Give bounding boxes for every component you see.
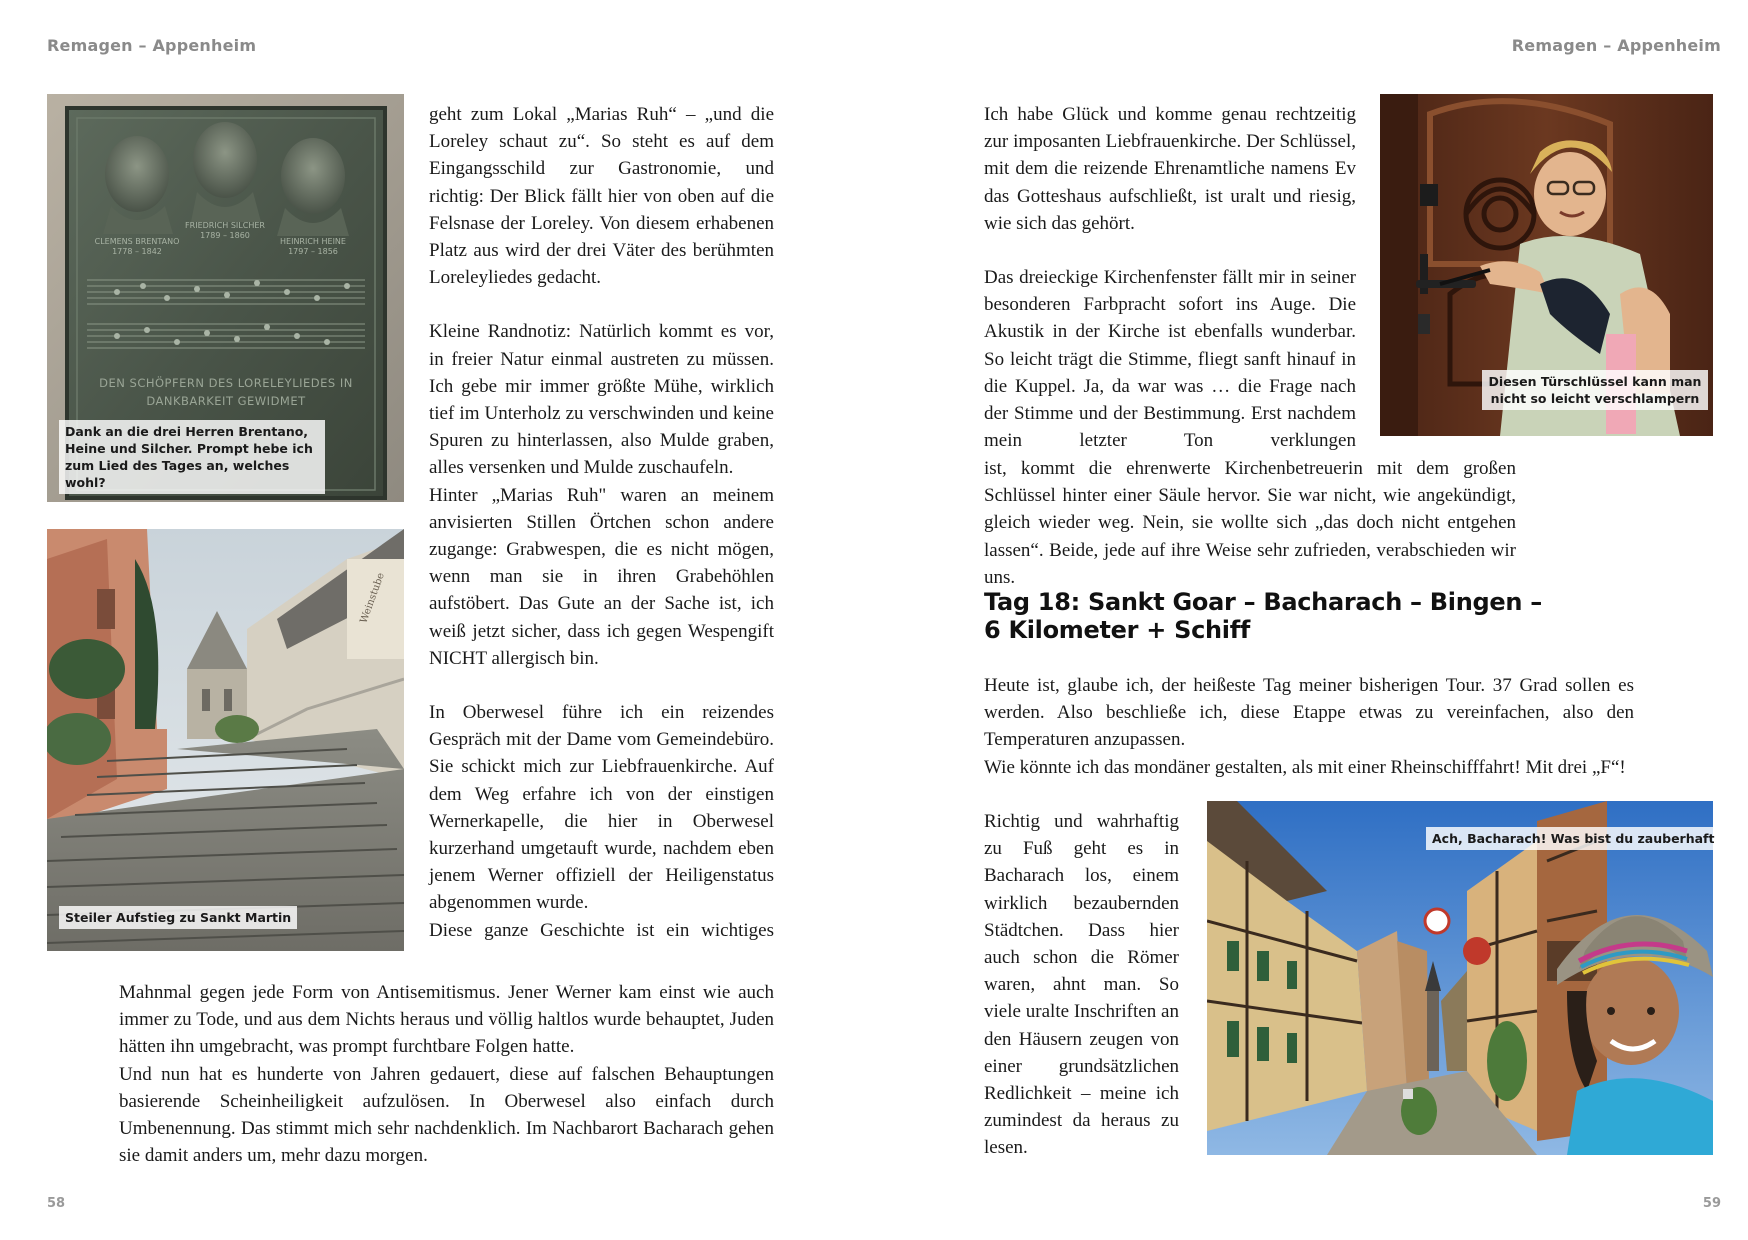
heading-line: Tag 18: Sankt Goar – Bacharach – Bingen –	[984, 588, 1542, 616]
plaque-dedication: DEN SCHÖPFERN DES LORELEYLIEDES IN DANKBARKEIT GEWIDMET	[99, 376, 353, 408]
plaque-caption: Dank an die drei Herren Brentano, Heine und Silcher. Prompt hebe ich zum Lied des Tages an, welches wohl?	[59, 420, 325, 494]
plaque-name-2: FRIEDRICH SILCHER	[185, 221, 265, 230]
bacharach-caption: Ach, Bacharach! Was bist du zauberhaft	[1426, 827, 1720, 850]
stairs-sign: Weinstube	[358, 571, 387, 625]
plaque-name-1: CLEMENS BRENTANO	[94, 237, 180, 246]
paragraph: Richtig und wahrhaftig zu Fuß geht es in Bacharach los, einem wirklich bezaubernden Städtchen. Dass hier auch schon die Römer waren, ahnt man. So viele uralte Inschriften an den Häusern zeugen von einer grundsätzlichen Redlichkeit – meine ich zumindest da heraus zu lesen.	[984, 811, 1179, 1159]
paragraph: Hinter „Marias Ruh" waren an meinem anvisierten Stillen Örtchen schon andere zugange: Grabwespen, die es nicht mögen, wenn man sie in ihren Grabehöhlen aufstöbert. Das Gute an der Sache ist, ich weiß jetzt sicher, dass ich gegen Wespengift NICHT allergisch bin.	[429, 484, 774, 669]
plaque-date-2: 1789 – 1860	[200, 231, 250, 240]
bacharach-photo	[1207, 801, 1713, 1155]
page-number: 58	[47, 1196, 66, 1211]
right-page	[874, 0, 1748, 1240]
heading-line: 6 Kilometer + Schiff	[984, 616, 1250, 644]
paragraph: ist, kommt die ehrenwerte Kirchenbetreuerin mit dem großen Schlüssel hinter einer Säule hervor. Sie war nicht, wie angekündigt, gleich wieder weg. Nein, sie wollte sich „das doch nicht entgehen lassen“. Beide, jede auf ihre Weise sehr zufrieden, verabschieden wir uns.	[984, 458, 1516, 588]
door-caption: Diesen Türschlüssel kann man nicht so leicht verschlampern	[1482, 370, 1708, 410]
plaque-date-1: 1778 – 1842	[112, 247, 162, 256]
page-number: 59	[1702, 1196, 1721, 1211]
right-text-full	[984, 455, 1516, 591]
running-head: Remagen – Appenheim	[1511, 36, 1721, 55]
stairs-caption: Steiler Aufstieg zu Sankt Martin	[59, 906, 297, 929]
paragraph: geht zum Lokal „Marias Ruh“ – „und die Loreley schaut zu“. So steht es auf dem Eingangsschild zur Gastronomie, und richtig: Der Blick fällt hier von oben auf die Felsnase der Loreley. Von diesem erhabenen Platz aus wird der drei Väter des berühmten Loreleyliedes gedacht.	[429, 104, 774, 289]
right-text-bacharach	[984, 808, 1179, 1162]
running-head: Remagen – Appenheim	[47, 36, 257, 55]
paragraph: Und nun hat es hunderte von Jahren gedauert, diese auf falschen Behauptungen basierende Scheinheiligkeit aufzulösen. In Oberwesel also einfach durch Umbenennung. Das stimmt mich sehr nachdenklich. Im Nachbarort Bacharach gehen sie damit anders um, mehr dazu morgen.	[119, 1063, 774, 1167]
stairs-illustration	[47, 529, 404, 951]
section-heading	[984, 588, 1542, 644]
right-text-column	[984, 101, 1356, 454]
plaque-date-3: 1797 – 1856	[288, 247, 338, 256]
bacharach-illustration	[1207, 801, 1713, 1155]
paragraph-start: Diese ganze Geschichte ist ein wichtiges	[429, 919, 774, 941]
paragraph: Heute ist, glaube ich, der heißeste Tag meiner bisherigen Tour. 37 Grad sollen es werden. Also beschließe ich, diese Etappe etwas zu vereinfachen, also den Temperaturen anzupassen.	[984, 675, 1634, 751]
right-text-day18	[984, 672, 1634, 781]
left-text-column	[429, 101, 774, 944]
paragraph: In Oberwesel führe ich ein reizendes Gespräch mit der Dame vom Gemeindebüro. Sie schickt mich zur Liebfrauenkirche. Auf dem Weg erfahre ich von der einstigen Wernerkapelle, die hier in Oberwesel kurzerhand umgetauft wurde, nachdem eben jenem Werner offiziell der Heiligenstatus abgenommen wurde.	[429, 702, 774, 914]
left-text-full	[119, 979, 774, 1169]
paragraph: Mahnmal gegen jede Form von Antisemitismus. Jener Werner kam einst wie auch immer zu Tode, und aus dem Nichts heraus und völlig haltlos wurde behauptet, Juden hätten ihn umgebracht, was prompt furchtbare Folgen hatte.	[119, 982, 774, 1058]
plaque-name-3: HEINRICH HEINE	[280, 237, 346, 246]
stairs-photo	[47, 529, 404, 951]
paragraph: Das dreieckige Kirchenfenster fällt mir in seiner besonderen Farbpracht sofort ins Auge. Die Akustik in der Kirche ist ebenfalls wunderbar. So leicht trägt die Stimme, fliegt sanft hinauf in die Kuppel. Ja, da war was … die Frage nach der Stimme und der Bestimmung. Erst nachdem mein letzter Ton verklungen	[984, 267, 1356, 452]
paragraph: Wie könnte ich das mondäner gestalten, als mit einer Rheinschifffahrt! Mit drei „F“!	[984, 756, 1626, 778]
paragraph: Kleine Randnotiz: Natürlich kommt es vor, in freier Natur einmal austreten zu müssen. Ich gebe mir immer größte Mühe, wirklich tief im Unterholz zu verschwinden und keine Spuren zu hinterlassen, also Mulde graben, alles versenken und Mulde zuschaufeln.	[429, 321, 774, 479]
paragraph: Ich habe Glück und komme genau rechtzeitig zur imposanten Liebfrauenkirche. Der Schlüssel, mit dem die reizende Ehrenamtliche namens Ev das Gotteshaus aufschließt, ist uralt und riesig, wie sich das gehört.	[984, 104, 1356, 234]
